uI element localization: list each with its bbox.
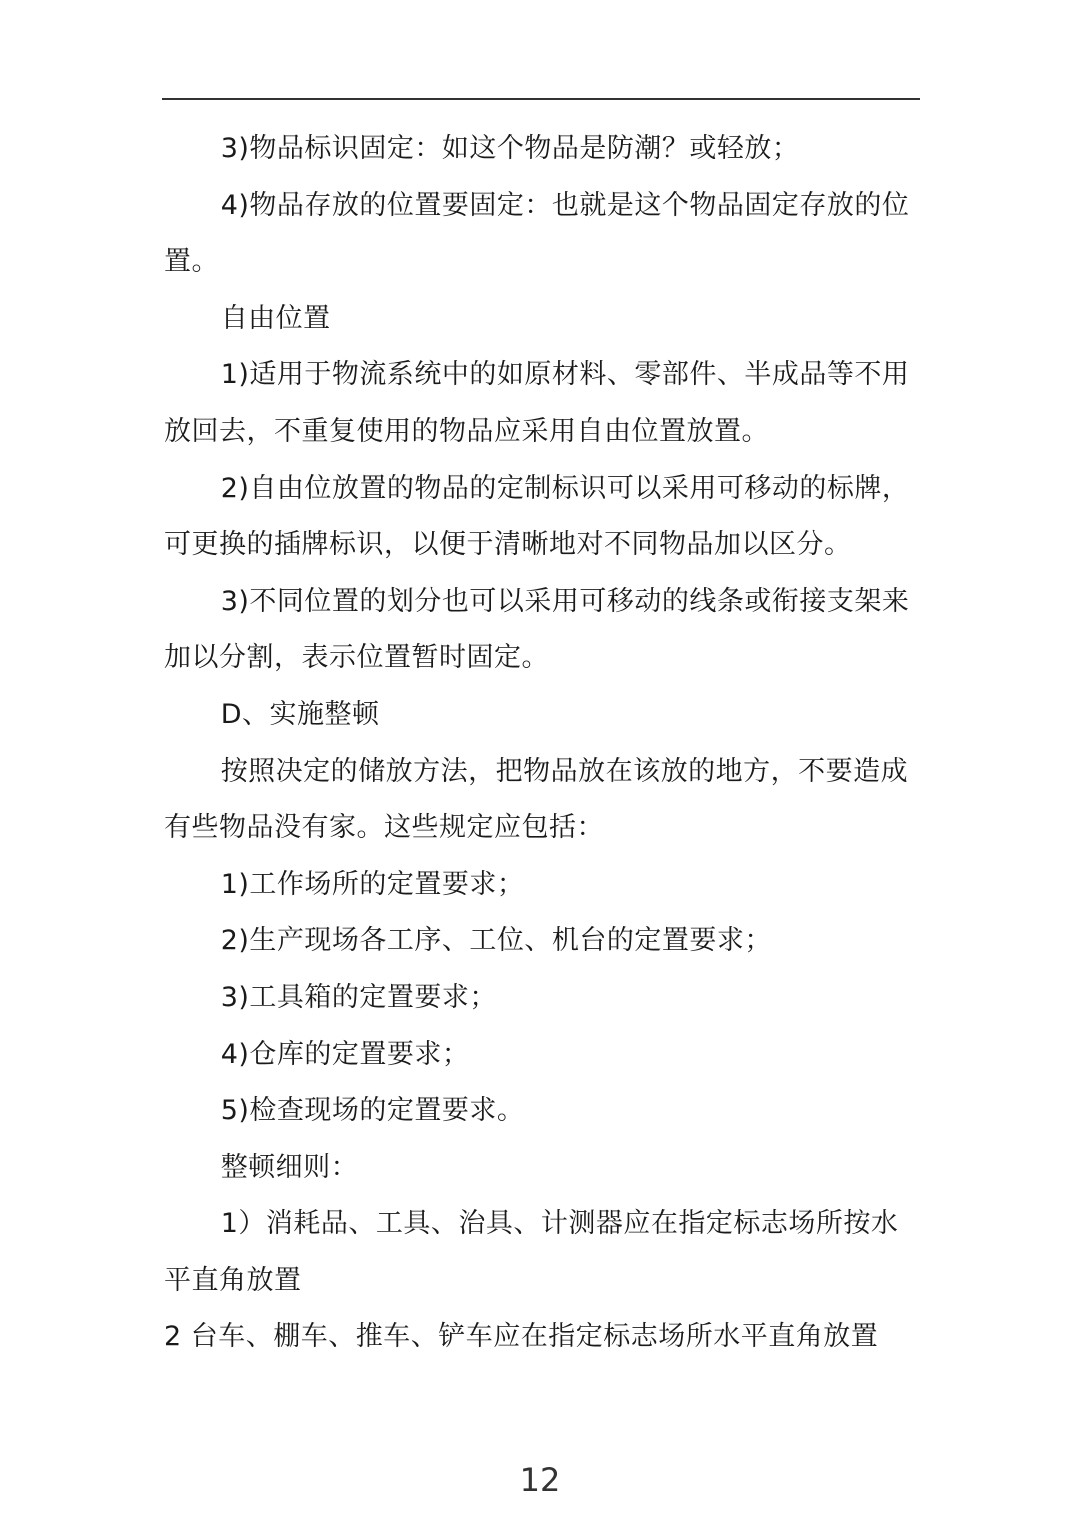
paragraph-storage-rule: 按照决定的储放方法，把物品放在该放的地方，不要造成有些物品没有家。这些规定应包括：	[164, 755, 909, 844]
document-body	[164, 121, 920, 1366]
list-item-production: 2)生产现场各工序、工位、机台的定置要求；	[220, 925, 772, 957]
header-rule	[162, 98, 920, 100]
paragraph-free-item-3: 3)不同位置的划分也可以采用可移动的线条或衔接支架来加以分割，表示位置暂时固定。	[164, 585, 910, 674]
list-item-warehouse: 4)仓库的定置要求；	[220, 1038, 470, 1070]
paragraph-free-item-1: 1)适用于物流系统中的如原材料、零部件、半成品等不用放回去，不重复使用的物品应采用自由位置放置。	[164, 359, 910, 447]
list-item-workplace: 1)工作场所的定置要求；	[220, 868, 525, 900]
page-number: 12	[519, 1461, 561, 1499]
list-item-toolbox: 3)工具箱的定置要求；	[220, 981, 497, 1013]
rule-item-1: 1）消耗品、工具、治具、计测器应在指定标志场所按水平直角放置	[164, 1208, 899, 1296]
section-heading-rules: 整顿细则：	[220, 1151, 359, 1183]
paragraph-item-3-label: 3)物品标识固定：如这个物品是防潮？或轻放；	[220, 133, 800, 164]
section-heading-free-location: 自由位置	[220, 302, 331, 334]
section-heading-d: D、实施整顿	[220, 698, 380, 730]
rule-item-2: 2 台车、棚车、推车、铲车应在指定标志场所水平直角放置	[164, 1321, 879, 1353]
list-item-inspection: 5)检查现场的定置要求。	[220, 1095, 525, 1127]
paragraph-item-4-location: 4)物品存放的位置要固定：也就是这个物品固定存放的位置。	[164, 189, 910, 278]
paragraph-free-item-2: 2)自由位放置的物品的定制标识可以采用可移动的标牌，可更换的插牌标识，以便于清晰地对不同物品加以区分。	[164, 472, 910, 561]
